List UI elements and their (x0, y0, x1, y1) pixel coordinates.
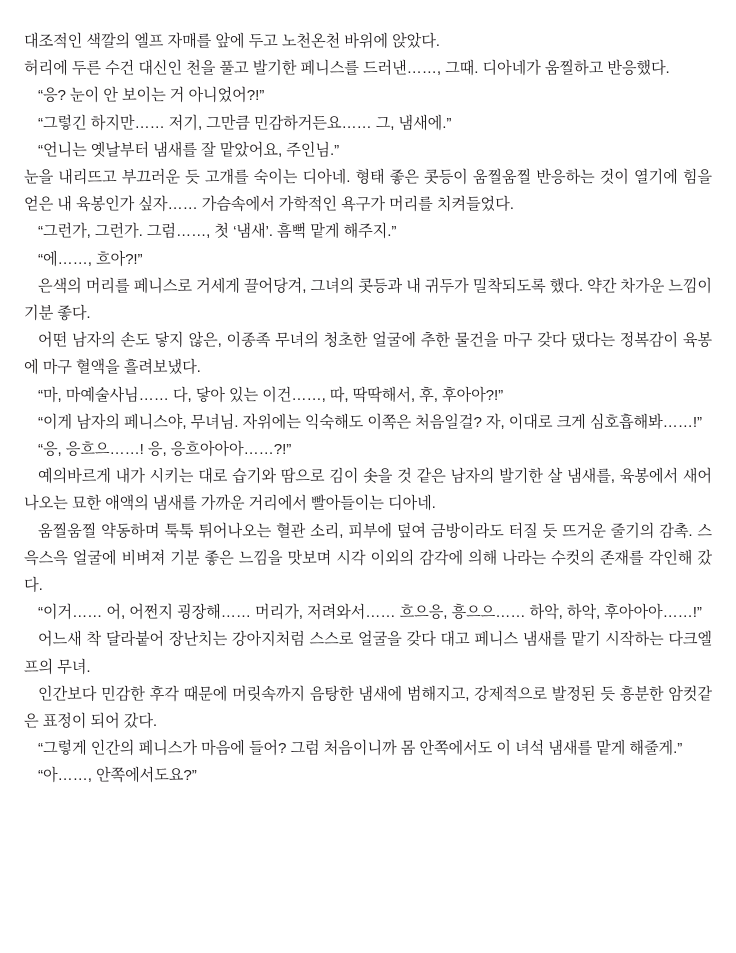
paragraph-narration: 인간보다 민감한 후각 때문에 머릿속까지 음탕한 냄새에 범해지고, 강제적으로 발정된 듯 흥분한 암컷같은 표정이 되어 갔다. (24, 685, 712, 731)
paragraph-narration: 눈을 내리뜨고 부끄러운 듯 고개를 숙이는 디아네. 형태 좋은 콧등이 움찔움찔 반응하는 것이 열기에 힘을 얻은 내 육봉인가 싶자…… 가슴속에서 가학적인 욕구가 머리를 치켜들었다. (24, 169, 712, 214)
paragraph-narration: 어느새 착 달라붙어 장난치는 강아지처럼 스스로 얼굴을 갖다 대고 페니스 냄새를 맡기 시작하는 다크엘프의 무녀. (24, 631, 712, 676)
paragraph-dialogue: “마, 마예술사님…… 다, 닿아 있는 이건……, 따, 딱딱해서, 후, 후아아?!” (38, 386, 504, 404)
paragraph-dialogue: “그렇게 인간의 페니스가 마음에 들어? 그럼 처음이니까 몸 안쪽에서도 이 녀석 냄새를 맡게 해줄게.” (38, 740, 683, 758)
paragraph-dialogue: “이거…… 어, 어쩐지 굉장해…… 머리가, 저려와서…… 흐으응, 흥으으…… 하악, 하악, 후아아아……!” (38, 604, 702, 622)
paragraph-narration: 움찔움찔 약동하며 툭툭 튀어나오는 혈관 소리, 피부에 덮여 금방이라도 터질 듯 뜨거운 줄기의 감촉. 스윽스윽 얼굴에 비벼져 기분 좋은 느낌을 맛보며 시각 이외의 감각에 의해 나라는 수컷의 존재를 각인해 갔다. (24, 522, 712, 595)
paragraph-dialogue: “에……, 흐아?!” (38, 250, 143, 268)
paragraph-narration: 대조적인 색깔의 엘프 자매를 앞에 두고 노천온천 바위에 앉았다. (24, 33, 440, 50)
paragraph-dialogue: “그렇긴 하지만…… 저기, 그만큼 민감하거든요…… 그, 냄새에.” (38, 114, 452, 132)
paragraph-narration: 예의바르게 내가 시키는 대로 습기와 땀으로 김이 솟을 것 같은 남자의 발기한 살 냄새를, 육봉에서 새어나오는 묘한 애액의 냄새를 가까운 거리에서 빨아들이는 디아네. (24, 468, 712, 513)
paragraph-narration: 어떤 남자의 손도 닿지 않은, 이종족 무녀의 청초한 얼굴에 추한 물건을 마구 갖다 댔다는 정복감이 육봉에 마구 혈액을 흘려보냈다. (24, 332, 712, 377)
paragraph-dialogue: “아……, 안쪽에서도요?” (38, 767, 197, 785)
paragraph-dialogue: “언니는 옛날부터 냄새를 잘 맡았어요, 주인님.” (38, 141, 340, 159)
paragraph-narration: 은색의 머리를 페니스로 거세게 끌어당겨, 그녀의 콧등과 내 귀두가 밀착되도록 했다. 약간 차가운 느낌이 기분 좋다. (24, 277, 712, 323)
paragraph-dialogue: “응? 눈이 안 보이는 거 아니었어?!” (38, 87, 265, 105)
paragraph-dialogue: “이게 남자의 페니스야, 무녀님. 자위에는 익숙해도 이쪽은 처음일걸? 자, 이대로 크게 심호흡해봐……!” (38, 413, 702, 431)
paragraph-dialogue: “응, 응흐으……! 응, 응흐아아아……?!” (38, 441, 292, 459)
paragraph-narration: 허리에 두른 수건 대신인 천을 풀고 발기한 페니스를 드러낸……, 그때. 디아네가 움찔하고 반응했다. (24, 60, 670, 78)
paragraph-dialogue: “그런가, 그런가. 그럼……, 첫 ‘냄새’. 흠뻑 맡게 해주지.” (38, 223, 397, 241)
